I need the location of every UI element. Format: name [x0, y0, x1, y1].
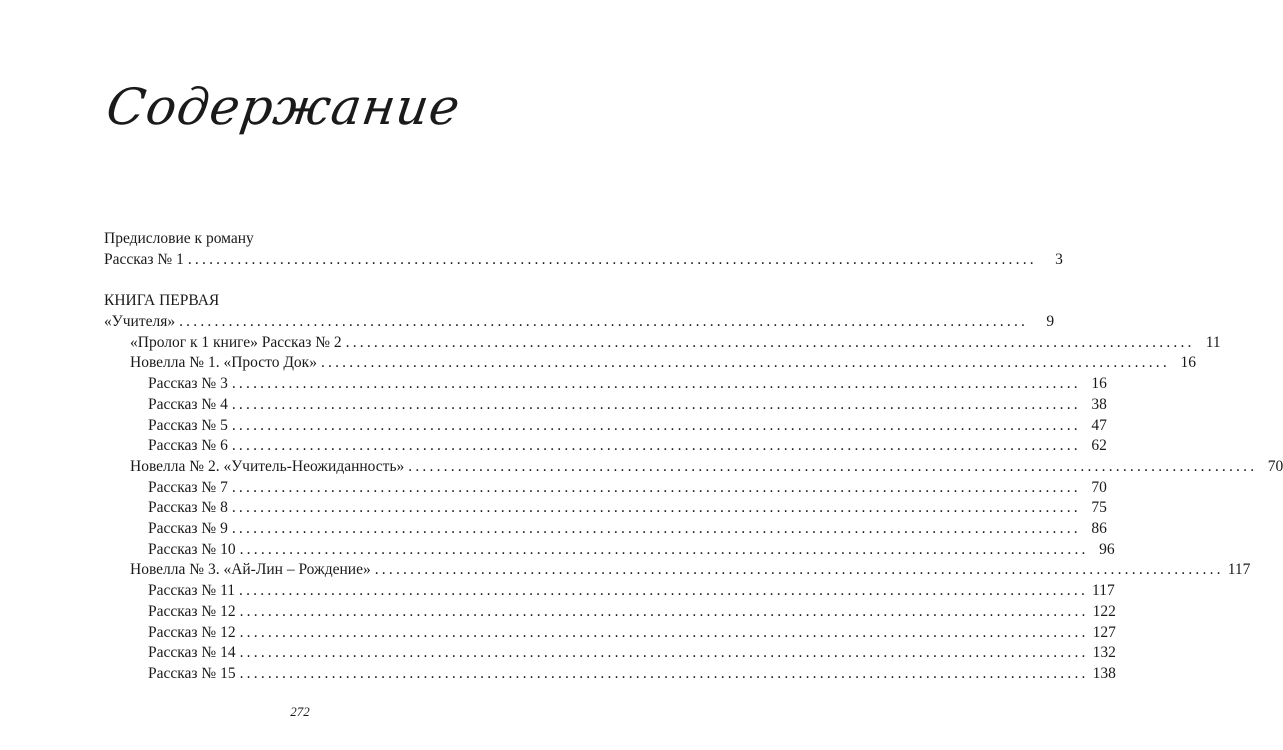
dot-leader: ........................................................................................................................: [231, 375, 1081, 393]
toc-entry-page: 86: [1091, 520, 1107, 537]
toc-entry-label: «Пролог к 1 книге» Рассказ № 2: [130, 333, 342, 351]
dot-leader: ........................................................................................................................: [239, 582, 1089, 600]
dot-leader: ........................................................................................................................: [231, 437, 1081, 455]
toc-entry: [104, 457, 1283, 479]
toc-entry: [104, 623, 1116, 645]
toc-entry: [104, 437, 1107, 458]
toc-entry-page: 70: [1091, 478, 1107, 496]
toc-entry-page: 132: [1092, 644, 1116, 662]
toc-entry-label: Рассказ № 15: [148, 664, 236, 682]
toc-entry-page: 70: [1267, 457, 1283, 475]
toc-entry-page: 11: [1205, 333, 1221, 351]
toc-entry-label: Рассказ № 7: [148, 478, 228, 496]
toc-entry-page: 62: [1091, 437, 1107, 455]
toc-entry: [104, 664, 1116, 686]
toc-entry-preface-story: [104, 251, 1063, 272]
toc-entry: [104, 644, 1116, 665]
dot-leader: ........................................................................................................................: [231, 499, 1081, 517]
toc-entry: [104, 395, 1107, 417]
toc-entry: [104, 333, 1221, 355]
dot-leader: ........................................................................................................................: [239, 644, 1089, 662]
dot-leader: ........................................................................................................................: [374, 561, 1224, 579]
toc-entry-label: Рассказ № 5: [148, 416, 228, 434]
toc-entry-label: Рассказ № 10: [148, 540, 236, 558]
dot-leader: ........................................................................................................................: [320, 354, 1170, 372]
toc-entry: [104, 375, 1107, 396]
toc-entry-page: 117: [1227, 561, 1251, 579]
preface-heading-label: Предисловие к роману: [104, 230, 254, 247]
dot-leader: ........................................................................................................................: [239, 602, 1089, 620]
toc-entry: [104, 313, 1055, 334]
toc-entry-page: 3: [1055, 251, 1063, 268]
toc-entry-label: Рассказ № 4: [148, 395, 228, 413]
dot-leader: ........................................................................................................................: [231, 478, 1081, 496]
page-number: 272: [290, 704, 310, 719]
dot-leader: ........................................................................................................................: [179, 313, 1029, 330]
dot-leader: ........................................................................................................................: [239, 664, 1089, 682]
toc-entry-page: 117: [1092, 582, 1115, 600]
preface-heading: [104, 230, 506, 251]
toc-entry: [104, 478, 1107, 500]
toc-entry-page: 96: [1099, 540, 1115, 558]
dot-leader: ........................................................................................................................: [187, 251, 1037, 268]
toc-entry: [104, 354, 1196, 375]
toc-entry-label: Рассказ № 11: [148, 582, 236, 600]
toc-entry: [104, 582, 1115, 603]
dot-leader: ........................................................................................................................: [231, 416, 1081, 434]
toc-entry-page: 9: [1046, 313, 1055, 330]
dot-leader: ........................................................................................................................: [231, 395, 1081, 413]
dot-leader: ........................................................................................................................: [231, 520, 1081, 537]
toc-entry-label: Новелла № 2. «Учитель-Неожиданность»: [130, 457, 405, 475]
book-heading-label: КНИГА ПЕРВАЯ: [104, 292, 220, 309]
toc-entry-label: «Учителя»: [104, 313, 176, 330]
toc-entry-page: 138: [1092, 664, 1116, 682]
dot-leader: ........................................................................................................................: [239, 623, 1089, 641]
book-heading: [104, 292, 506, 313]
toc-entry-page: 122: [1092, 602, 1116, 620]
toc-entry-page: 16: [1091, 375, 1107, 393]
toc-entry-label: Рассказ № 8: [148, 499, 228, 517]
toc-entry-label: Рассказ № 12: [148, 623, 236, 641]
toc-entry: [104, 416, 1107, 438]
toc-entry-label: Новелла № 3. «Ай-Лин – Рождение»: [130, 561, 371, 579]
toc-entry-page: 75: [1091, 499, 1107, 517]
toc-entry-label: Рассказ № 3: [148, 375, 228, 393]
toc-entry-label: Рассказ № 1: [104, 251, 184, 268]
toc-entry-label: Новелла № 1. «Просто Док»: [130, 354, 317, 372]
dot-leader: ........................................................................................................................: [345, 333, 1195, 351]
toc-entry-page: 38: [1091, 395, 1107, 413]
toc-entry: [104, 520, 1107, 541]
dot-leader: ........................................................................................................................: [408, 457, 1258, 475]
toc-entry-label: Рассказ № 9: [148, 520, 228, 537]
toc-entry: [104, 540, 1115, 562]
toc-entry-label: Рассказ № 6: [148, 437, 228, 455]
toc-entry-page: 16: [1180, 354, 1196, 372]
toc-entry: [104, 602, 1116, 624]
toc-entry: [104, 499, 1107, 520]
toc-entry-page: 47: [1091, 416, 1107, 434]
toc-entry-label: Рассказ № 12: [148, 602, 236, 620]
dot-leader: ........................................................................................................................: [239, 540, 1089, 558]
toc-entry: [104, 561, 1251, 582]
page-title: Содержание: [103, 78, 465, 136]
toc-entry-page: 127: [1092, 623, 1116, 641]
toc-entry-label: Рассказ № 14: [148, 644, 236, 662]
